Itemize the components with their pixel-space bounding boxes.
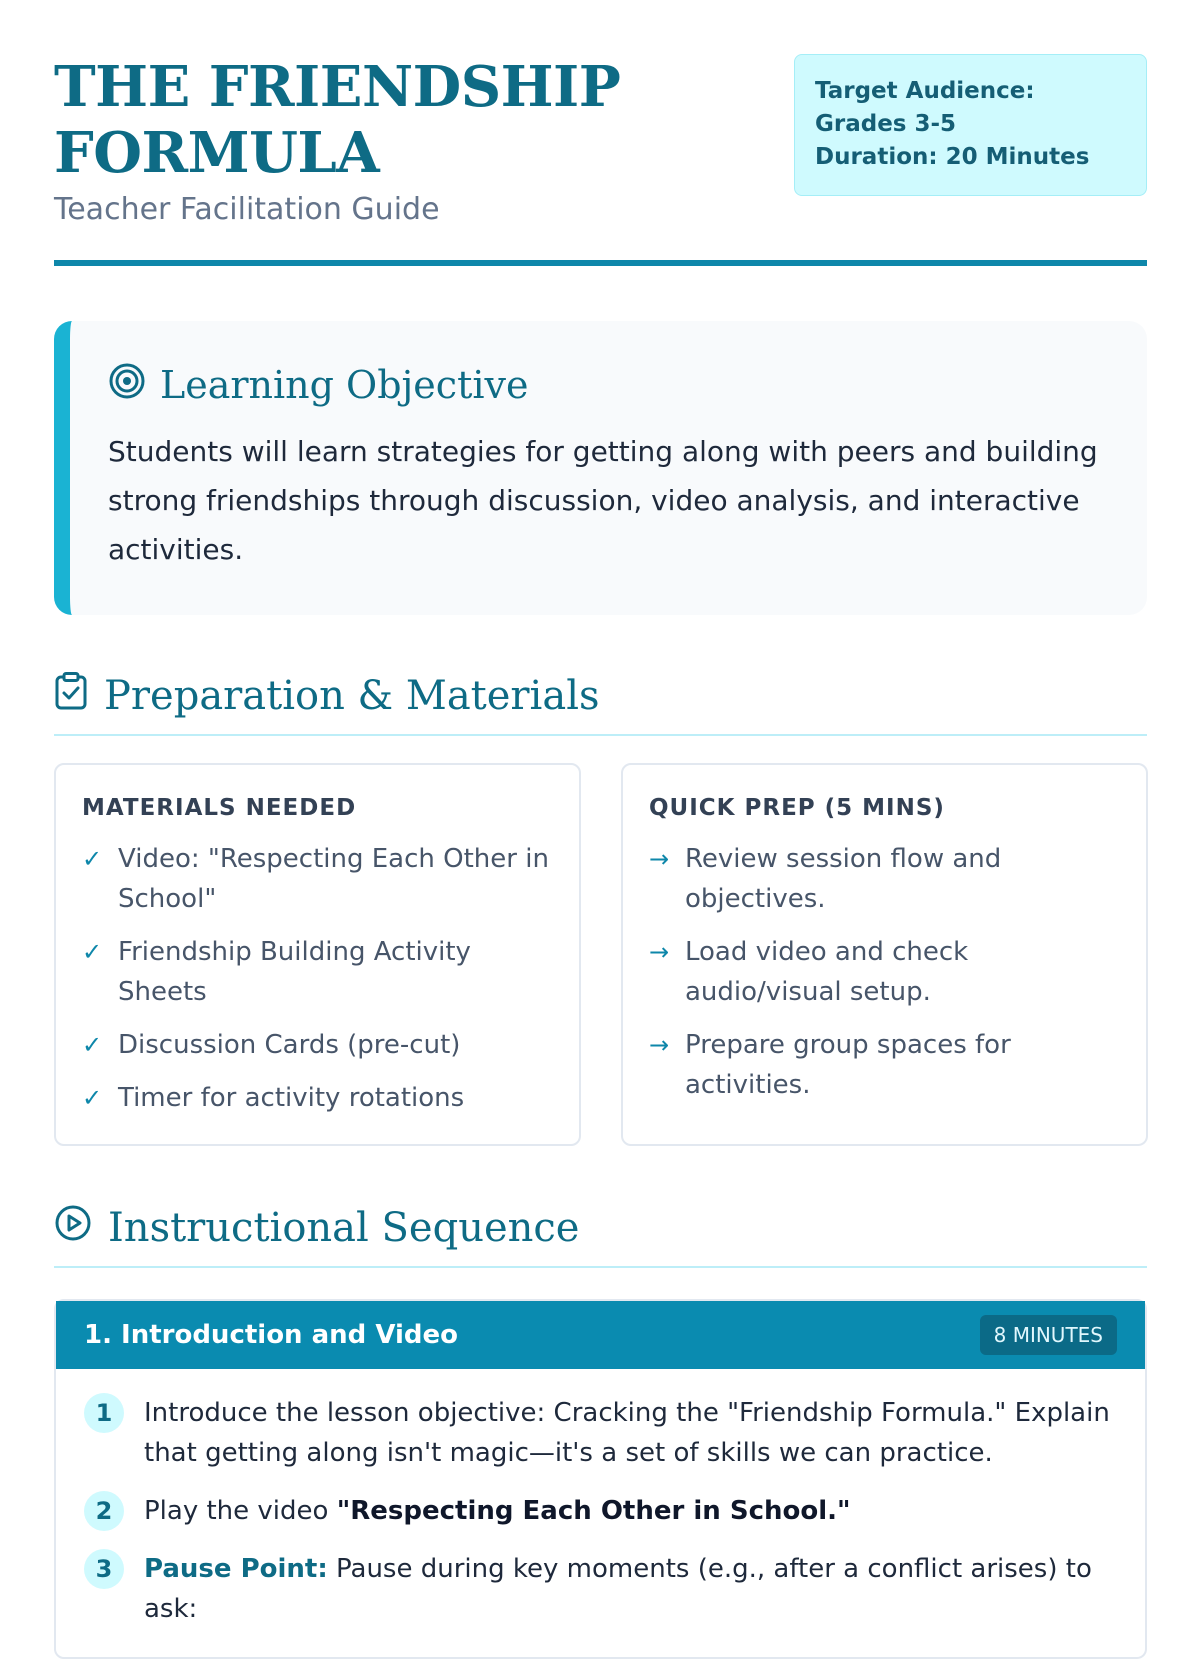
step-item: [84, 1393, 1117, 1473]
sequence-heading-text: Instructional Sequence: [108, 1205, 580, 1251]
arrow-right-icon: →: [649, 1031, 670, 1059]
preparation-heading: [54, 672, 1147, 736]
step-text: Pause Point: Pause during key moments (e.g., after a conflict arises) to ask:: [144, 1554, 1092, 1624]
objective-heading-text: Learning Objective: [160, 363, 529, 407]
objective-text: Students will learn strategies for getting along with peers and building strong friendships through discussion, video analysis, and interactive activities.: [108, 435, 1098, 566]
check-icon: ✓: [82, 1031, 103, 1059]
step-text: Introduce the lesson objective: Cracking the "Friendship Formula." Explain that getting along isn't magic—it's a set of skills we can practice.: [144, 1398, 1110, 1468]
list-item: → Review session flow and objectives.: [649, 839, 1120, 919]
step-number: 2: [84, 1491, 124, 1531]
step-list: [56, 1369, 1145, 1629]
arrow-right-icon: →: [649, 938, 670, 966]
check-icon: ✓: [82, 1084, 103, 1112]
sequence-heading: [54, 1204, 1147, 1268]
preparation-heading-text: Preparation & Materials: [104, 673, 600, 719]
list-item: ✓ Friendship Building Activity Sheets: [82, 932, 553, 1012]
check-icon: ✓: [82, 938, 103, 966]
quick-prep-title: QUICK PREP (5 MINS): [649, 795, 945, 821]
duration-badge: 8 MINUTES: [980, 1315, 1117, 1355]
step-number: 1: [84, 1393, 124, 1433]
sequence-block-1: [54, 1299, 1147, 1659]
step-item: [84, 1549, 1117, 1629]
play-circle-icon: [54, 1204, 92, 1252]
quick-prep-list: [649, 839, 1120, 1105]
step-text: Play the video "Respecting Each Other in School.": [144, 1496, 851, 1526]
page-title: THE FRIENDSHIP FORMULA: [54, 54, 621, 186]
learning-objective-box: [54, 321, 1147, 615]
target-icon: [108, 362, 146, 409]
target-audience: Target Audience: Grades 3-5: [815, 78, 1035, 137]
info-box: [794, 54, 1147, 196]
page-subtitle: Teacher Facilitation Guide: [54, 192, 440, 227]
arrow-right-icon: →: [649, 845, 670, 873]
page-header: [54, 54, 1147, 227]
sequence-block-title: 1. Introduction and Video: [84, 1320, 459, 1350]
objective-heading: [108, 357, 1107, 413]
list-item: → Prepare group spaces for activities.: [649, 1025, 1120, 1105]
header-divider: [54, 260, 1147, 266]
list-item: ✓ Timer for activity rotations: [82, 1078, 553, 1118]
list-item: ✓ Discussion Cards (pre-cut): [82, 1025, 553, 1065]
step-number: 3: [84, 1549, 124, 1589]
check-icon: ✓: [82, 845, 103, 873]
materials-list: [82, 839, 553, 1118]
list-item: → Load video and check audio/visual setup.: [649, 932, 1120, 1012]
video-title: "Respecting Each Other in School.": [336, 1496, 851, 1526]
pause-point-label: Pause Point:: [144, 1554, 328, 1584]
clipboard-check-icon: [54, 672, 88, 720]
sequence-block-header: [56, 1301, 1145, 1369]
duration: Duration: 20 Minutes: [815, 144, 1090, 170]
quick-prep-card: [621, 763, 1148, 1146]
step-item: [84, 1491, 1117, 1531]
list-item: ✓ Video: "Respecting Each Other in School": [82, 839, 553, 919]
materials-card: [54, 763, 581, 1146]
materials-title: MATERIALS NEEDED: [82, 795, 357, 821]
